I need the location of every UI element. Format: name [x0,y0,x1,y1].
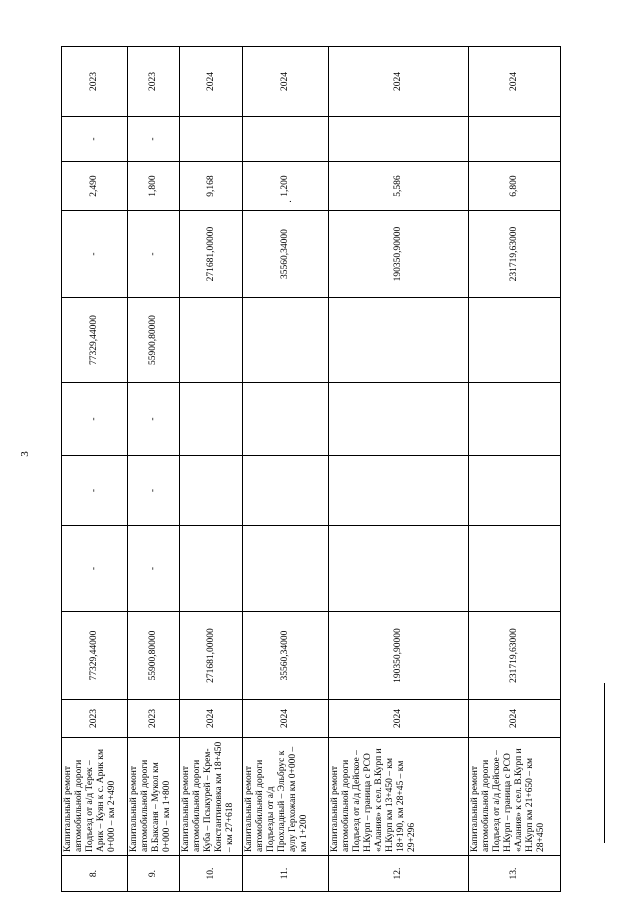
cell-name: Капитальный ремонт автомобильной дороги Подъезды от а/д Прохладный – Эльбрус к аулу Герхожан км 0+000 – км 1+200 [243,738,329,856]
cell-year: 2024 [243,700,329,738]
cell-num: 9. [128,856,180,892]
table-row [180,47,243,892]
cell-c3 [329,383,469,456]
cell-total: 77329,44000 [62,612,128,700]
cell-c8: 2023 [128,47,180,117]
table-row [329,47,469,892]
cell-c4 [469,298,561,383]
cell-c7: - [128,117,180,162]
cell-c8: 2024 [469,47,561,117]
cell-c6: 1,200 [243,162,329,211]
cell-c8: 2024 [243,47,329,117]
cell-c7: - [62,117,128,162]
cell-c1 [180,526,243,612]
table-row [128,47,180,892]
cell-c2 [329,456,469,526]
cell-c1 [243,526,329,612]
cell-year: 2023 [62,700,128,738]
cell-c8: 2024 [180,47,243,117]
cell-c3 [243,383,329,456]
cell-c3 [180,383,243,456]
cell-name: Капитальный ремонт автомобильной дороги Подъезд от а/д Дейское – Н.Курп – граница с РСО «Алания» к сел. В.Курп и Н.Курп км 13+450 – км 18+190, км 28+45 – км 29+296 [329,738,469,856]
cell-year: 2024 [329,700,469,738]
footer-line [604,683,605,843]
cell-year: 2024 [180,700,243,738]
cell-c7 [329,117,469,162]
cell-name: Капитальный ремонт автомобильной дороги В.Баксаня – Мукол км 0+000 – км 1+800 [128,738,180,856]
cell-c5: 231719,63000 [469,211,561,298]
cell-name: Капитальный ремонт автомобильной дороги Куба – Псыкурей – Крем-Константиновка км 18+450 – км 27+618 [180,738,243,856]
cell-c3: - [128,383,180,456]
cell-c4 [243,298,329,383]
cell-c2 [180,456,243,526]
cell-c1 [329,526,469,612]
cell-num: 11. [243,856,329,892]
cell-c3 [469,383,561,456]
cell-total: 190350,90000 [329,612,469,700]
cell-c8: 2024 [329,47,469,117]
page-number: 3 [18,451,31,457]
cell-total: 271681,00000 [180,612,243,700]
cell-c6: 2,490 [62,162,128,211]
cell-total: 55900,80000 [128,612,180,700]
cell-c8: 2023 [62,47,128,117]
rotated-table-container [61,47,560,892]
table-row [243,47,329,892]
cell-c6: 1,800 [128,162,180,211]
cell-c2: - [128,456,180,526]
cell-c3: - [62,383,128,456]
road-repair-table [61,46,561,892]
cell-total: 35560,34000 [243,612,329,700]
cell-c5: 271681,00000 [180,211,243,298]
cell-name: Капитальный ремонт автомобильной дороги Подъезд от а/д Дейское – Н.Курп – граница с РСО «Алания» к сел. В.Курп и Н.Курп км 21+650 – км 28+450 [469,738,561,856]
cell-c1 [469,526,561,612]
cell-c4: 77329,44000 [62,298,128,383]
table-row [62,47,128,892]
cell-c2: - [62,456,128,526]
cell-c5: 35560,34000 [243,211,329,298]
cell-c2 [243,456,329,526]
cell-c6: 5,586 [329,162,469,211]
cell-num: 12. [329,856,469,892]
cell-c5: 190350,90000 [329,211,469,298]
cell-c4 [329,298,469,383]
cell-c2 [469,456,561,526]
cell-c7 [180,117,243,162]
stray-mark: · [286,199,298,204]
cell-c7 [243,117,329,162]
cell-c1: - [128,526,180,612]
cell-year: 2023 [128,700,180,738]
cell-num: 8. [62,856,128,892]
cell-c4: 55900,80000 [128,298,180,383]
cell-c5: - [62,211,128,298]
cell-c6: 9,168 [180,162,243,211]
table-row [469,47,561,892]
cell-num: 10. [180,856,243,892]
cell-c7 [469,117,561,162]
cell-c5: - [128,211,180,298]
cell-num: 13. [469,856,561,892]
cell-c6: 6,800 [469,162,561,211]
cell-c4 [180,298,243,383]
cell-total: 231719,63000 [469,612,561,700]
cell-year: 2024 [469,700,561,738]
cell-name: Капитальный ремонт автомобильной дороги Подъезд от а/д Терек – Арик – Куян к с. Арик км 0+000 – км 2+490 [62,738,128,856]
cell-c1: - [62,526,128,612]
